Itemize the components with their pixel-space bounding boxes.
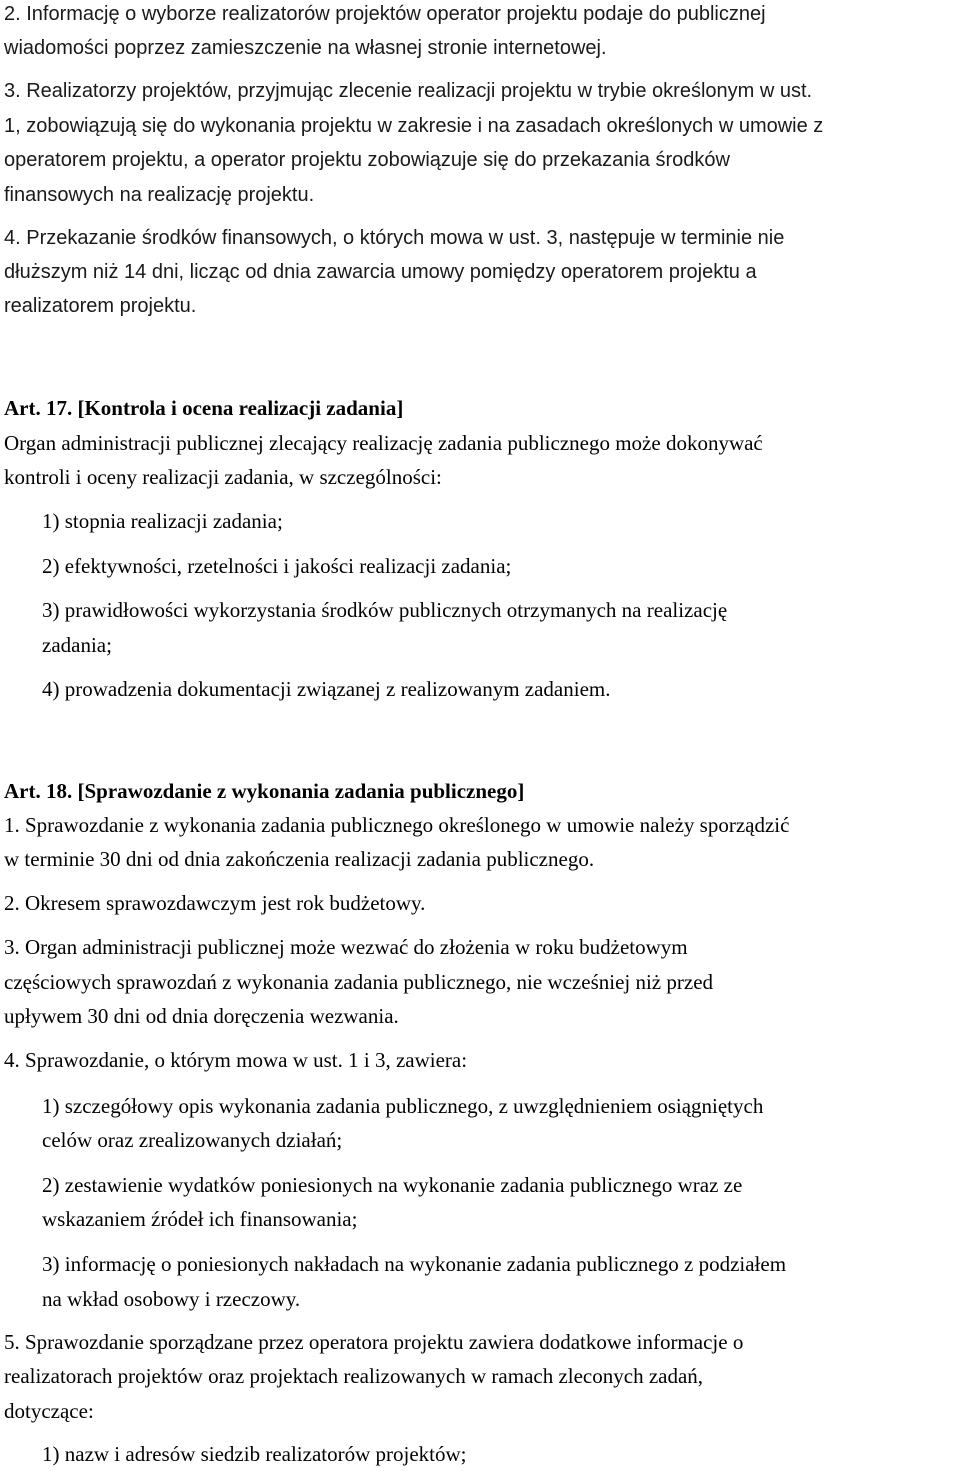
art18-p5-line-1: 5. Sprawozdanie sporządzane przez operatora projektu zawiera dodatkowe informacje o xyxy=(4,1330,744,1354)
prev-p3-line-2: 1, zobowiązują się do wykonania projektu w zakresie i na zasadach określonych w umowie z xyxy=(4,115,824,137)
art18-p3-line-3: upływem 30 dni od dnia doręczenia wezwania. xyxy=(4,1004,399,1028)
art18-p4-item-1-line-1: 1) szczegółowy opis wykonania zadania publicznego, z uwzględnieniem osiągniętych xyxy=(42,1094,764,1118)
art18-heading: Art. 18. [Sprawozdanie z wykonania zadania publicznego] xyxy=(4,779,525,803)
prev-p2-line-2: wiadomości poprzez zamieszczenie na własnej stronie internetowej. xyxy=(4,37,607,59)
art18-p2: 2. Okresem sprawozdawczym jest rok budżetowy. xyxy=(4,891,426,915)
art17-item-4: 4) prowadzenia dokumentacji związanej z realizowanym zadaniem. xyxy=(42,677,611,701)
art18-p4-item-2-line-1: 2) zestawienie wydatków poniesionych na wykonanie zadania publicznego wraz ze xyxy=(42,1173,743,1197)
prev-p3-line-1: 3. Realizatorzy projektów, przyjmując zlecenie realizacji projektu w trybie określonym w ust. xyxy=(4,80,813,102)
art18-p3-line-1: 3. Organ administracji publicznej może wezwać do złożenia w roku budżetowym xyxy=(4,935,688,959)
art18-p5-line-2: realizatorach projektów oraz projektach realizowanych w ramach zleconych zadań, xyxy=(4,1364,704,1388)
prev-p4-line-2: dłuższym niż 14 dni, licząc od dnia zawarcia umowy pomiędzy operatorem projektu a xyxy=(4,261,757,283)
prev-p4-line-3: realizatorem projektu. xyxy=(4,295,197,317)
art18-p4-item-1-line-2: celów oraz zrealizowanych działań; xyxy=(42,1128,343,1152)
prev-p3-line-3: operatorem projektu, a operator projektu zobowiązuje się do przekazania środków xyxy=(4,149,730,171)
art17-item-3-line-2: zadania; xyxy=(42,633,112,657)
prev-p2-line-1: 2. Informację o wyborze realizatorów projektów operator projektu podaje do publicznej xyxy=(4,3,766,25)
art17-intro-line-1: Organ administracji publicznej zlecający realizację zadania publicznego może dokonywać xyxy=(4,431,763,455)
art17-intro-line-2: kontroli i oceny realizacji zadania, w szczególności: xyxy=(4,465,442,489)
art18-p5-item-1: 1) nazw i adresów siedzib realizatorów projektów; xyxy=(42,1442,467,1466)
art17-item-3-line-1: 3) prawidłowości wykorzystania środków publicznych otrzymanych na realizację xyxy=(42,598,728,622)
art18-p4-item-3-line-2: na wkład osobowy i rzeczowy. xyxy=(42,1287,301,1311)
art17-item-2: 2) efektywności, rzetelności i jakości realizacji zadania; xyxy=(42,554,512,578)
art18-p5-line-3: dotyczące: xyxy=(4,1399,94,1423)
art18-p1-line-1: 1. Sprawozdanie z wykonania zadania publicznego określonego w umowie należy sporządzić xyxy=(4,813,790,837)
art18-p3-line-2: częściowych sprawozdań z wykonania zadania publicznego, nie wcześniej niż przed xyxy=(4,970,714,994)
art17-heading: Art. 17. [Kontrola i ocena realizacji zadania] xyxy=(4,396,404,420)
art18-p4: 4. Sprawozdanie, o którym mowa w ust. 1 i 3, zawiera: xyxy=(4,1048,468,1072)
art18-p1-line-2: w terminie 30 dni od dnia zakończenia realizacji zadania publicznego. xyxy=(4,847,595,871)
art17-item-1: 1) stopnia realizacji zadania; xyxy=(42,509,283,533)
prev-p4-line-1: 4. Przekazanie środków finansowych, o których mowa w ust. 3, następuje w terminie nie xyxy=(4,227,785,249)
prev-p3-line-4: finansowych na realizację projektu. xyxy=(4,184,315,206)
art18-p4-item-3-line-1: 3) informację o poniesionych nakładach na wykonanie zadania publicznego z podziałem xyxy=(42,1252,787,1276)
art18-p4-item-2-line-2: wskazaniem źródeł ich finansowania; xyxy=(42,1207,358,1231)
